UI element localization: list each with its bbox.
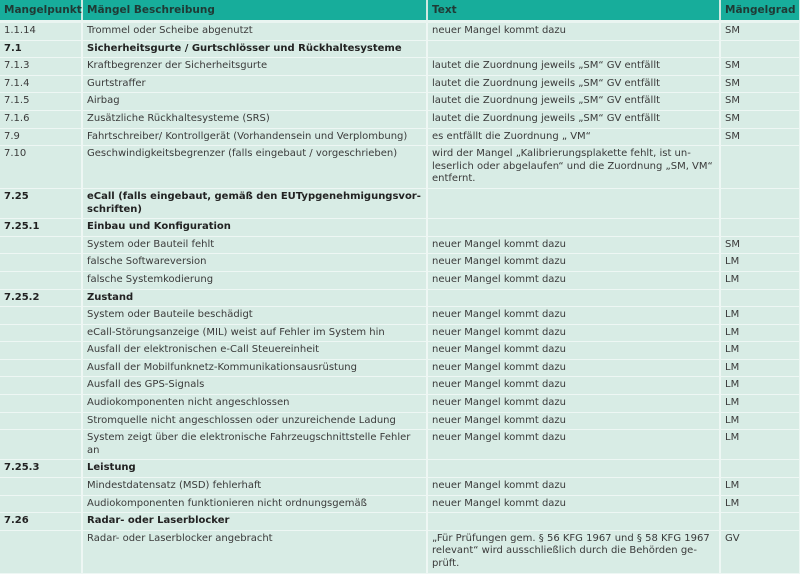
- header-mangelpunkt: Mangelpunkt: [0, 0, 82, 22]
- cell-beschreibung: Fahrtschreiber/ Kontrollgerät (Vorhandensein und Verplombung): [82, 128, 427, 146]
- table-row: [0, 395, 800, 413]
- cell-beschreibung: Einbau und Konfiguration: [82, 219, 427, 237]
- cell-text: neuer Mangel kommt dazu: [427, 478, 720, 496]
- table-row: [0, 93, 800, 111]
- cell-mangelpunkt: 7.9: [0, 128, 82, 146]
- table-row: [0, 377, 800, 395]
- cell-maengelgrad: SM: [720, 110, 800, 128]
- cell-mangelpunkt: [0, 342, 82, 360]
- cell-maengelgrad: LM: [720, 342, 800, 360]
- cell-mangelpunkt: 7.25.3: [0, 460, 82, 478]
- cell-beschreibung: falsche Softwareversion: [82, 254, 427, 272]
- cell-maengelgrad: LM: [720, 430, 800, 460]
- cell-beschreibung: Mindestdatensatz (MSD) fehlerhaft: [82, 478, 427, 496]
- table-row: [0, 342, 800, 360]
- cell-text: [427, 40, 720, 58]
- table-row: [0, 219, 800, 237]
- table-row: [0, 324, 800, 342]
- cell-maengelgrad: SM: [720, 75, 800, 93]
- cell-mangelpunkt: 7.25.1: [0, 219, 82, 237]
- cell-mangelpunkt: 7.25: [0, 188, 82, 218]
- cell-mangelpunkt: 7.25.2: [0, 289, 82, 307]
- cell-maengelgrad: [720, 289, 800, 307]
- cell-text: neuer Mangel kommt dazu: [427, 342, 720, 360]
- cell-beschreibung: System oder Bauteile beschädigt: [82, 307, 427, 325]
- cell-text: neuer Mangel kommt dazu: [427, 395, 720, 413]
- cell-maengelgrad: LM: [720, 359, 800, 377]
- cell-maengelgrad: [720, 146, 800, 189]
- cell-beschreibung: Gurtstraffer: [82, 75, 427, 93]
- cell-mangelpunkt: [0, 254, 82, 272]
- cell-mangelpunkt: 7.1.3: [0, 58, 82, 76]
- cell-mangelpunkt: [0, 324, 82, 342]
- cell-text: wird der Mangel „Kalibrierungsplakette fehlt, ist un-leserlich oder abgelaufen“ und die Zuordnung „SM, VM“ entfernt.: [427, 146, 720, 189]
- cell-maengelgrad: LM: [720, 324, 800, 342]
- cell-maengelgrad: LM: [720, 478, 800, 496]
- cell-beschreibung: Leistung: [82, 460, 427, 478]
- cell-mangelpunkt: [0, 271, 82, 289]
- cell-mangelpunkt: [0, 236, 82, 254]
- cell-maengelgrad: LM: [720, 495, 800, 513]
- cell-beschreibung: System oder Bauteil fehlt: [82, 236, 427, 254]
- cell-maengelgrad: LM: [720, 377, 800, 395]
- table-row: [0, 254, 800, 272]
- cell-beschreibung: Trommel oder Scheibe abgenutzt: [82, 22, 427, 41]
- cell-maengelgrad: [720, 513, 800, 531]
- table-row: [0, 22, 800, 41]
- cell-maengelgrad: LM: [720, 307, 800, 325]
- table-row: [0, 110, 800, 128]
- cell-text: [427, 188, 720, 218]
- cell-beschreibung: System zeigt über die elektronische Fahrzeugschnittstelle Fehler an: [82, 430, 427, 460]
- cell-mangelpunkt: [0, 307, 82, 325]
- table-row: [0, 188, 800, 218]
- cell-maengelgrad: LM: [720, 395, 800, 413]
- cell-maengelgrad: SM: [720, 58, 800, 76]
- cell-text: [427, 219, 720, 237]
- cell-text: lautet die Zuordnung jeweils „SM“ GV entfällt: [427, 75, 720, 93]
- cell-text: lautet die Zuordnung jeweils „SM“ GV entfällt: [427, 110, 720, 128]
- cell-maengelgrad: LM: [720, 271, 800, 289]
- cell-text: neuer Mangel kommt dazu: [427, 412, 720, 430]
- table-row: [0, 530, 800, 573]
- cell-beschreibung: Sicherheitsgurte / Gurtschlösser und Rückhaltesysteme: [82, 40, 427, 58]
- cell-beschreibung: Geschwindigkeitsbegrenzer (falls eingebaut / vorgeschrieben): [82, 146, 427, 189]
- header-maengelgrad: Mängelgrad: [720, 0, 800, 22]
- cell-text: [427, 289, 720, 307]
- header-text: Text: [427, 0, 720, 22]
- cell-text: neuer Mangel kommt dazu: [427, 377, 720, 395]
- cell-beschreibung: Ausfall des GPS-Signals: [82, 377, 427, 395]
- cell-beschreibung: falsche Systemkodierung: [82, 271, 427, 289]
- cell-maengelgrad: SM: [720, 236, 800, 254]
- cell-mangelpunkt: [0, 377, 82, 395]
- cell-maengelgrad: LM: [720, 412, 800, 430]
- table-row: [0, 75, 800, 93]
- cell-mangelpunkt: [0, 495, 82, 513]
- table-row: [0, 412, 800, 430]
- cell-beschreibung: Stromquelle nicht angeschlossen oder unzureichende Ladung: [82, 412, 427, 430]
- table-row: [0, 128, 800, 146]
- cell-mangelpunkt: 7.10: [0, 146, 82, 189]
- table-row: [0, 460, 800, 478]
- cell-beschreibung: Ausfall der elektronischen e-Call Steuereinheit: [82, 342, 427, 360]
- cell-maengelgrad: SM: [720, 22, 800, 41]
- cell-text: neuer Mangel kommt dazu: [427, 236, 720, 254]
- table-row: [0, 271, 800, 289]
- table-row: [0, 307, 800, 325]
- table-header: [0, 0, 800, 22]
- cell-beschreibung: eCall (falls eingebaut, gemäß den EUTypgenehmigungsvor-schriften): [82, 188, 427, 218]
- cell-mangelpunkt: [0, 430, 82, 460]
- cell-mangelpunkt: 1.1.14: [0, 22, 82, 41]
- cell-mangelpunkt: 7.1: [0, 40, 82, 58]
- table-row: [0, 478, 800, 496]
- cell-mangelpunkt: 7.1.5: [0, 93, 82, 111]
- cell-text: neuer Mangel kommt dazu: [427, 324, 720, 342]
- cell-beschreibung: Audiokomponenten funktionieren nicht ordnungsgemäß: [82, 495, 427, 513]
- cell-mangelpunkt: [0, 478, 82, 496]
- cell-mangelpunkt: [0, 395, 82, 413]
- cell-text: „Für Prüfungen gem. § 56 KFG 1967 und § 58 KFG 1967 relevant“ wird ausschließlich durch die Behörden ge-prüft.: [427, 530, 720, 573]
- cell-beschreibung: Airbag: [82, 93, 427, 111]
- cell-maengelgrad: LM: [720, 254, 800, 272]
- cell-text: neuer Mangel kommt dazu: [427, 430, 720, 460]
- cell-maengelgrad: SM: [720, 128, 800, 146]
- cell-beschreibung: Radar- oder Laserblocker angebracht: [82, 530, 427, 573]
- table-row: [0, 236, 800, 254]
- cell-mangelpunkt: 7.1.6: [0, 110, 82, 128]
- cell-beschreibung: eCall-Störungsanzeige (MIL) weist auf Fehler im System hin: [82, 324, 427, 342]
- cell-maengelgrad: [720, 460, 800, 478]
- cell-text: lautet die Zuordnung jeweils „SM“ GV entfällt: [427, 58, 720, 76]
- cell-text: neuer Mangel kommt dazu: [427, 22, 720, 41]
- cell-text: neuer Mangel kommt dazu: [427, 307, 720, 325]
- cell-maengelgrad: SM: [720, 93, 800, 111]
- cell-beschreibung: Audiokomponenten nicht angeschlossen: [82, 395, 427, 413]
- cell-mangelpunkt: 7.1.4: [0, 75, 82, 93]
- cell-mangelpunkt: [0, 359, 82, 377]
- table-row: [0, 146, 800, 189]
- cell-mangelpunkt: [0, 530, 82, 573]
- cell-text: es entfällt die Zuordnung „ VM“: [427, 128, 720, 146]
- table-row: [0, 58, 800, 76]
- cell-maengelgrad: [720, 40, 800, 58]
- table-row: [0, 430, 800, 460]
- cell-text: neuer Mangel kommt dazu: [427, 359, 720, 377]
- cell-text: neuer Mangel kommt dazu: [427, 495, 720, 513]
- cell-mangelpunkt: [0, 412, 82, 430]
- cell-maengelgrad: [720, 219, 800, 237]
- cell-maengelgrad: GV: [720, 530, 800, 573]
- table-row: [0, 359, 800, 377]
- table-row: [0, 513, 800, 531]
- cell-beschreibung: Zusätzliche Rückhaltesysteme (SRS): [82, 110, 427, 128]
- cell-text: [427, 513, 720, 531]
- cell-beschreibung: Kraftbegrenzer der Sicherheitsgurte: [82, 58, 427, 76]
- table-row: [0, 289, 800, 307]
- header-beschreibung: Mängel Beschreibung: [82, 0, 427, 22]
- table-row: [0, 40, 800, 58]
- cell-text: [427, 460, 720, 478]
- cell-maengelgrad: [720, 188, 800, 218]
- cell-mangelpunkt: 7.26: [0, 513, 82, 531]
- cell-beschreibung: Radar- oder Laserblocker: [82, 513, 427, 531]
- cell-text: neuer Mangel kommt dazu: [427, 254, 720, 272]
- cell-beschreibung: Zustand: [82, 289, 427, 307]
- cell-text: lautet die Zuordnung jeweils „SM“ GV entfällt: [427, 93, 720, 111]
- cell-text: neuer Mangel kommt dazu: [427, 271, 720, 289]
- table-row: [0, 495, 800, 513]
- cell-beschreibung: Ausfall der Mobilfunknetz-Kommunikationsausrüstung: [82, 359, 427, 377]
